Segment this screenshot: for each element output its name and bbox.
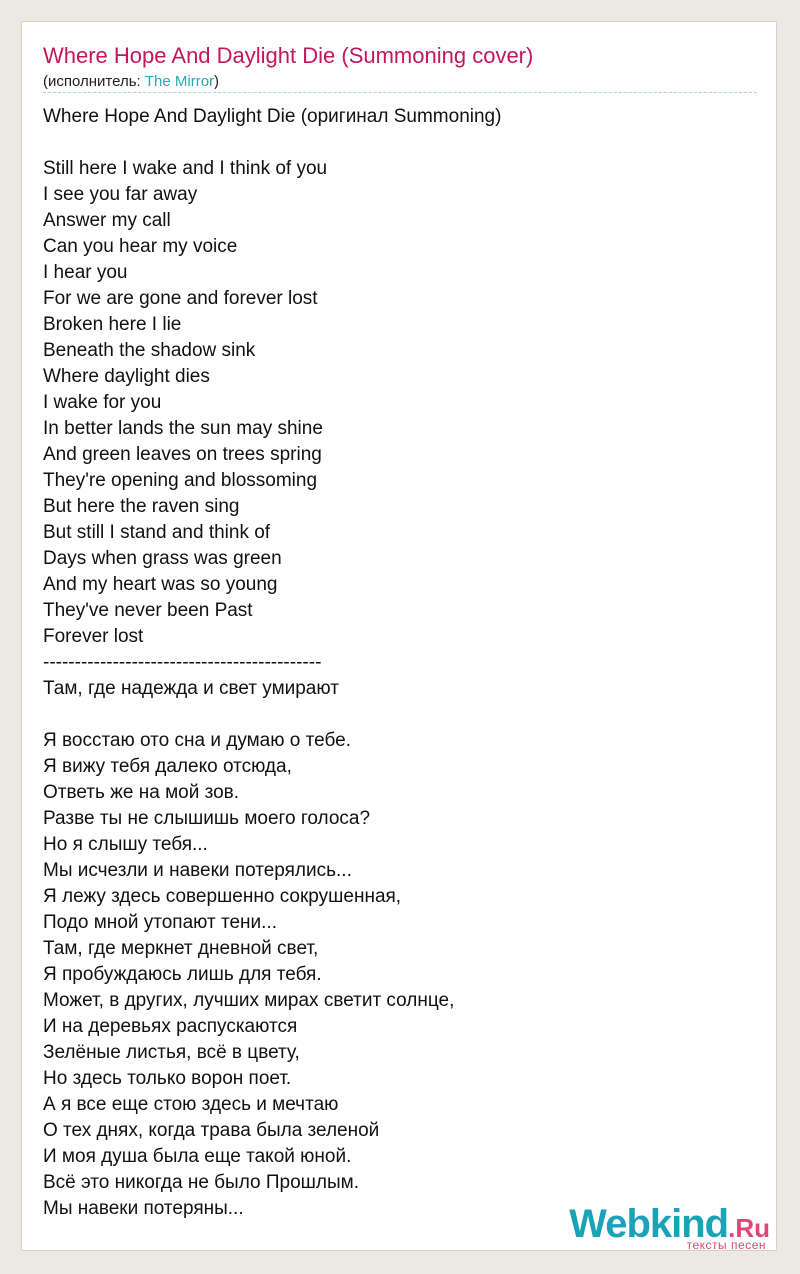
lyric-line: But still I stand and think of bbox=[43, 522, 271, 543]
lyric-blank-line bbox=[43, 130, 743, 156]
lyric-line: They've never been Past bbox=[43, 600, 253, 621]
logo-tld-text: .Ru bbox=[728, 1213, 770, 1243]
lyric-line: And my heart was so young bbox=[43, 574, 278, 595]
lyric-line: For we are gone and forever lost bbox=[43, 288, 318, 309]
lyric-line: Я вижу тебя далеко отсюда, bbox=[43, 756, 292, 777]
song-title: Where Hope And Daylight Die (Summoning cover) bbox=[43, 43, 534, 68]
lyric-line: Там, где надежда и свет умирают bbox=[43, 678, 339, 699]
lyric-line: Я восстаю ото сна и думаю о тебе. bbox=[43, 730, 351, 751]
lyric-line: In better lands the sun may shine bbox=[43, 418, 323, 439]
lyric-line: Ответь же на мой зов. bbox=[43, 782, 240, 803]
lyric-line: Я лежу здесь совершенно сокрушенная, bbox=[43, 886, 402, 907]
lyric-line: Я пробуждаюсь лишь для тебя. bbox=[43, 964, 322, 985]
lyric-line: Но я слышу тебя... bbox=[43, 834, 208, 855]
lyric-line: Broken here I lie bbox=[43, 314, 182, 335]
lyric-line: Мы исчезли и навеки потерялись... bbox=[43, 860, 352, 881]
lyric-line: Still here I wake and I think of you bbox=[43, 158, 328, 179]
lyric-line: И на деревьях распускаются bbox=[43, 1016, 298, 1037]
lyric-line: И моя душа была еще такой юной. bbox=[43, 1146, 352, 1167]
lyric-line: But here the raven sing bbox=[43, 496, 240, 517]
lyric-line: I hear you bbox=[43, 262, 128, 283]
artist-line bbox=[43, 73, 219, 91]
lyric-separator: -------------------------------------------- bbox=[43, 652, 322, 673]
logo-main-text: Webkind bbox=[569, 1202, 729, 1246]
lyric-line: And green leaves on trees spring bbox=[43, 444, 322, 465]
lyric-line: Разве ты не слышишь моего голоса? bbox=[43, 808, 371, 829]
lyric-line: Там, где меркнет дневной свет, bbox=[43, 938, 319, 959]
lyric-line: Подо мной утопают тени... bbox=[43, 912, 277, 933]
lyric-line: Может, в других, лучших мирах светит солнце, bbox=[43, 990, 455, 1011]
lyric-line: Days when grass was green bbox=[43, 548, 282, 569]
lyric-line: I see you far away bbox=[43, 184, 198, 205]
lyric-line: Всё это никогда не было Прошлым. bbox=[43, 1172, 359, 1193]
lyric-line: О тех днях, когда трава была зеленой bbox=[43, 1120, 380, 1141]
lyric-line: Where daylight dies bbox=[43, 366, 210, 387]
lyric-line: They're opening and blossoming bbox=[43, 470, 318, 491]
logo-tagline: тексты песен bbox=[686, 1238, 766, 1252]
lyric-line: А я все еще стою здесь и мечтаю bbox=[43, 1094, 339, 1115]
lyric-line: Зелёные листья, всё в цвету, bbox=[43, 1042, 300, 1063]
lyric-line: Forever lost bbox=[43, 626, 144, 647]
lyric-line: Beneath the shadow sink bbox=[43, 340, 256, 361]
lyrics-text bbox=[43, 104, 743, 1222]
lyric-blank-line bbox=[43, 702, 743, 728]
artist-prefix: (исполнитель: bbox=[43, 73, 145, 90]
header-divider bbox=[43, 92, 757, 93]
lyric-line: Answer my call bbox=[43, 210, 171, 231]
lyric-line: Мы навеки потеряны... bbox=[43, 1198, 244, 1219]
artist-suffix: ) bbox=[214, 73, 220, 90]
lyric-line: I wake for you bbox=[43, 392, 162, 413]
lyric-line: Но здесь только ворон поет. bbox=[43, 1068, 292, 1089]
artist-link[interactable]: The Mirror bbox=[144, 73, 215, 90]
lyric-line: Where Hope And Daylight Die (оригинал Summoning) bbox=[43, 106, 502, 127]
lyric-line: Can you hear my voice bbox=[43, 236, 238, 257]
